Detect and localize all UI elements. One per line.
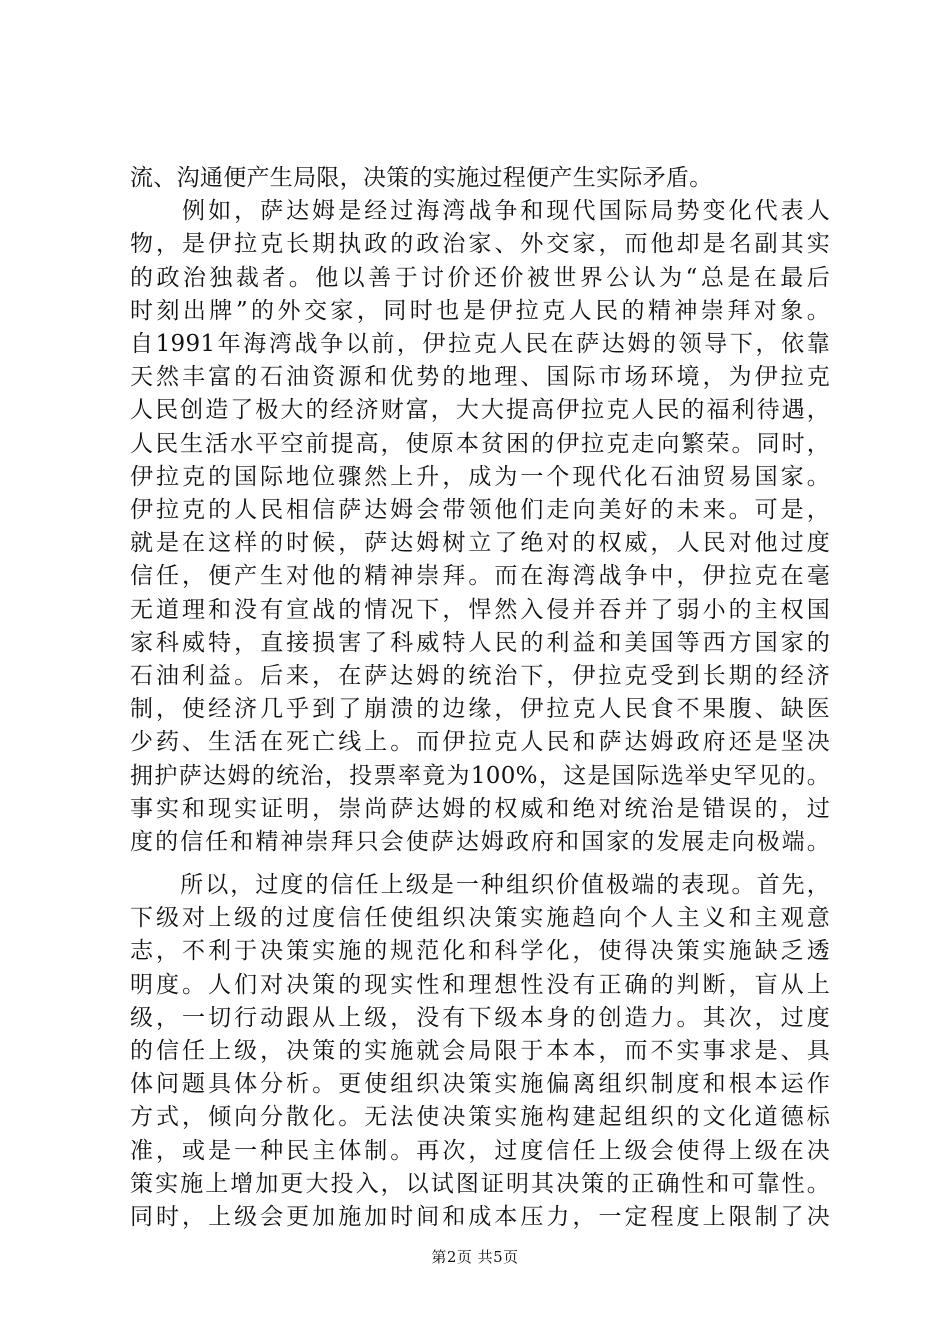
- text-line: 就是在这样的时候，萨达姆树立了绝对的权威，人民对他过度: [130, 530, 830, 557]
- text-line: 事实和现实证明，崇尚萨达姆的权威和绝对统治是错误的，过: [130, 795, 830, 822]
- text-line: 所以，过度的信任上级是一种组织价值极端的表现。首先，: [130, 872, 830, 898]
- text-line: 志，不利于决策实施的规范化和科学化，使得决策实施缺乏透: [130, 938, 830, 965]
- text-line: 无道理和没有宣战的情况下，悍然入侵并吞并了弱小的主权国: [130, 596, 830, 623]
- page-number-footer: 第2页 共5页: [431, 1248, 519, 1266]
- text-line: 流、沟通便产生局限，决策的实施过程便产生实际矛盾。: [130, 165, 713, 191]
- text-line: 天然丰富的石油资源和优势的地理、国际市场环境，为伊拉克: [130, 364, 830, 391]
- text-line: 准，或是一种民主体制。再次，过度信任上级会使得上级在决: [130, 1137, 830, 1164]
- text-line: 例如，萨达姆是经过海湾战争和现代国际局势变化代表人: [130, 198, 830, 225]
- text-line: 人民生活水平空前提高，使原本贫困的伊拉克走向繁荣。同时，: [130, 430, 830, 457]
- text-line: 伊拉克的人民相信萨达姆会带领他们走向美好的未来。可是，: [130, 497, 830, 524]
- text-line: 物，是伊拉克长期执政的政治家、外交家，而他却是名副其实: [130, 231, 830, 258]
- text-line: 石油利益。后来，在萨达姆的统治下，伊拉克受到长期的经济: [130, 663, 830, 690]
- paragraph-saddam-example: [130, 162, 830, 859]
- text-line: 策实施上增加更大投入，以试图证明其决策的正确性和可靠性。: [130, 1170, 830, 1197]
- text-line: 的信任上级，决策的实施就会局限于本本，而不实事求是、具: [130, 1038, 830, 1065]
- text-line: 制，使经济几乎到了崩溃的边缘，伊拉克人民食不果腹、缺医: [130, 696, 830, 723]
- text-line: 的政治独裁者。他以善于讨价还价被世界公认为“总是在最后: [130, 264, 830, 291]
- text-line: 拥护萨达姆的统治，投票率竟为100%，这是国际选举史罕见的。: [130, 762, 830, 789]
- text-line: 人民创造了极大的经济财富，大大提高伊拉克人民的福利待遇，: [130, 397, 830, 424]
- text-line: 体问题具体分析。更使组织决策实施偏离组织制度和根本运作: [130, 1071, 830, 1098]
- text-line: 级，一切行动跟从上级，没有下级本身的创造力。其次，过度: [130, 1004, 830, 1031]
- text-line: 伊拉克的国际地位骤然上升，成为一个现代化石油贸易国家。: [130, 463, 830, 490]
- text-line: 少药、生活在死亡线上。而伊拉克人民和萨达姆政府还是坚决: [130, 729, 830, 756]
- text-line: 时刻出牌”的外交家，同时也是伊拉克人民的精神崇拜对象。: [130, 297, 830, 324]
- text-line: 信任，便产生对他的精神崇拜。而在海湾战争中，伊拉克在毫: [130, 563, 830, 590]
- text-line: 家科威特，直接损害了科威特人民的利益和美国等西方国家的: [130, 629, 830, 656]
- text-line: 自1991年海湾战争以前，伊拉克人民在萨达姆的领导下，依靠: [130, 331, 830, 358]
- text-line: 方式，倾向分散化。无法使决策实施构建起组织的文化道德标: [130, 1104, 830, 1131]
- text-line: 同时，上级会更加施加时间和成本压力，一定程度上限制了决: [130, 1204, 830, 1231]
- text-line: 明度。人们对决策的现实性和理想性没有正确的判断，盲从上: [130, 971, 830, 998]
- paragraph-conclusion: [130, 869, 830, 1234]
- text-line: 下级对上级的过度信任使组织决策实施趋向个人主义和主观意: [130, 905, 830, 932]
- text-line: 度的信任和精神崇拜只会使萨达姆政府和国家的发展走向极端。: [130, 829, 830, 856]
